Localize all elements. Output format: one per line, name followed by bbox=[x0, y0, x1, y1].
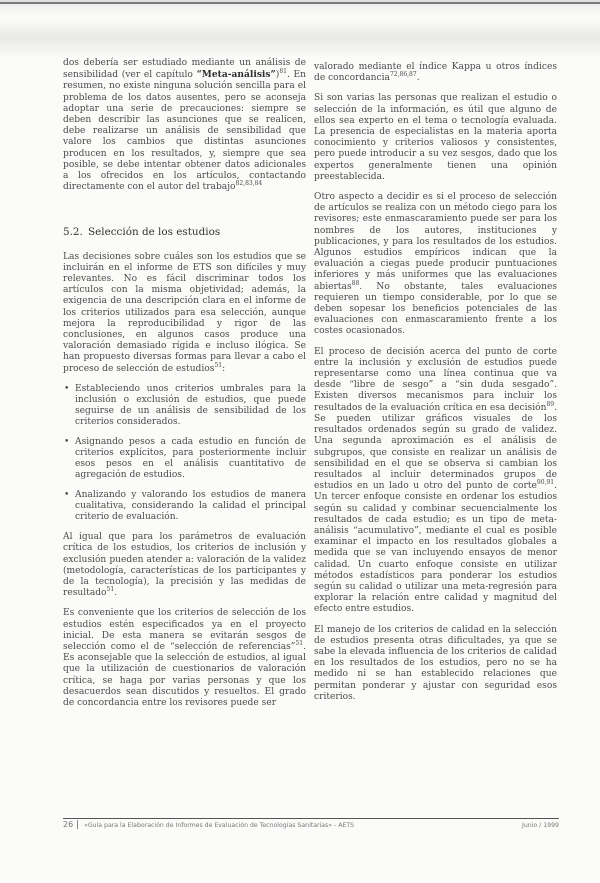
paragraph bbox=[63, 252, 306, 375]
paragraph bbox=[63, 532, 306, 599]
page-number: 26 bbox=[63, 820, 78, 829]
text: . No obstante, tales evaluaciones requieren un tiempo considerable, por lo que se deben sopesar los beneficios potenciales de las evaluaciones con enmascaramiento frente a los costes ocasionados. bbox=[314, 281, 557, 337]
page-top-edge bbox=[0, 2, 600, 4]
paragraph: Si son varias las personas que realizan el estudio o selección de la información, es útil que alguno de ellos sea experto en el tema o tecnología evaluada. La presencia de especialistas en la materia aporta conocimiento y criterios valiosos y consistentes, pero puede introducir a su vez sesgos, dado que los expertos generalmente tienen una opinión preestablecida. bbox=[314, 93, 557, 182]
text: Otro aspecto a decidir es si el proceso de selección de artículos se realiza con un método ciego para los revisores; este enmascaramiento puede ser para los nombres de los autores, instituciones y publicaciones, y para los resultados de los estudios. Algunos estudios empíricos indican que la evaluación a ciegas puede producir puntuaciones inferiores y más uniformes que las evaluaciones abiertas bbox=[314, 192, 557, 292]
text: . Es aconsejable que la selección de estudios, al igual que la utilización de cuestionarios de valoración crítica, se haga por varias personas y que los desacuerdos sean discutidos y resueltos. El grado de concordancia entre los revisores puede ser bbox=[63, 641, 306, 708]
paragraph bbox=[314, 62, 557, 84]
citation: 72,86,87 bbox=[389, 71, 417, 79]
text: dos debería ser estudiado mediante un análisis de sensibilidad (ver el capítulo bbox=[63, 58, 306, 81]
list-item-text: Estableciendo unos criterios umbrales para la inclusión o exclusión de estudios, que puede seguirse de un análisis de sensibilidad de los criterios considerados. bbox=[75, 383, 306, 428]
text: Al igual que para los parámetros de evaluación crítica de los estudios, los criterios de inclusión y exclusión pueden atender a: valoración de la validez (metodología, características de los participantes y de la tecnología), la precisión y las medidas de resultado bbox=[63, 532, 306, 599]
paragraph bbox=[314, 192, 557, 338]
citation: 51 bbox=[214, 361, 223, 369]
citation: 82,83,84 bbox=[235, 180, 263, 188]
paragraph bbox=[63, 608, 306, 709]
page-top-shadow bbox=[0, 0, 600, 58]
section-number: 5.2. bbox=[63, 226, 83, 239]
bullet-icon: • bbox=[64, 383, 70, 394]
text: ) bbox=[275, 70, 280, 81]
text: . Se pueden utilizar gráficos visuales de los resultados ordenados según su grado de validez. Una segunda aproximación es el análisis de subgrupos, que consiste en realizar un análisis de sensibilidad en el que se observa si cambian los resultados al incluir determinados grupos de estudios en un lado u otro del punto de corte bbox=[314, 402, 557, 492]
right-column bbox=[314, 62, 557, 712]
citation: 51 bbox=[295, 639, 304, 647]
footer-rule bbox=[63, 818, 559, 819]
section-title: Selección de los estudios bbox=[88, 226, 221, 239]
footer-date: Junio / 1999 bbox=[522, 822, 559, 829]
paragraph bbox=[63, 58, 306, 193]
text: El proceso de decisión acerca del punto de corte entre la inclusión y exclusión de estudios puede representarse como una línea continua que va desde “libre de sesgo” a “sin duda sesgado”. Existen diversos mecanismos para incluir los resultados de la evaluación crítica en esa decisión bbox=[314, 346, 557, 413]
text: Las decisiones sobre cuáles son los estudios que se incluirán en el informe de ETS son difíciles y muy relevantes. No es fácil discriminar todos los artículos con la misma objetividad; además, la exigencia de una descripción clara en el informe de los criterios utilizados para esa selección, aunque mejora la reproducibilidad y rigor de las conclusiones, en algunos casos produce una valoración demasiado rígida e incluso ilógica. Se han propuesto diversas formas para llevar a cabo el proceso de selección de estudios bbox=[63, 251, 306, 374]
section-heading bbox=[63, 227, 306, 238]
text: . Un tercer enfoque consiste en ordenar los estudios según su calidad y combinar secuencialmente los resultados de cada estudio; es un tipo de meta-análisis “acumulativo”, mediante el cual es posible examinar el impacto en los resultados globales a medida que se van incluyendo ensayos de menor calidad. Un cuarto enfoque consiste en utilizar métodos estadísticos para ponderar los estudios según su calidad o utilizar una meta-regresión para explorar la relación entre calidad y magnitud del efecto entre estudios. bbox=[314, 481, 557, 615]
text: . bbox=[416, 73, 420, 84]
paragraph: El manejo de los criterios de calidad en la selección de estudios presenta otras dificultades, ya que se sabe la elevada influencia de los criterios de calidad en los resultados de los estudios, pero no se ha medido ni se han establecido relaciones que permitan ponderar y ajustar con seguridad esos criterios. bbox=[314, 624, 557, 702]
bullet-icon: • bbox=[64, 436, 70, 447]
bullet-list bbox=[63, 384, 306, 523]
citation: 88 bbox=[351, 279, 360, 287]
page-footer bbox=[63, 820, 559, 829]
text: valorado mediante el índice Kappa u otros índices de concordancia bbox=[314, 62, 557, 84]
list-item-text: Asignando pesos a cada estudio en función de criterios explícitos, para posteriormente incluir esos pesos en el análisis cuantitativo de agregación de estudios. bbox=[75, 436, 306, 481]
citation: 90,91 bbox=[536, 479, 555, 487]
list-item bbox=[63, 490, 306, 524]
left-column bbox=[63, 58, 306, 718]
list-item-text: Analizando y valorando los estudios de manera cualitativa, considerando la calidad el principal criterio de evaluación. bbox=[75, 489, 306, 522]
paragraph bbox=[314, 347, 557, 616]
citation: 89 bbox=[546, 400, 555, 408]
footer-title: «Guía para la Elaboración de Informes de Evaluación de Tecnologías Sanitarias» - AETS bbox=[84, 822, 355, 829]
bullet-icon: • bbox=[64, 489, 70, 500]
text: Es conveniente que los criterios de selección de los estudios estén especificados ya en el proyecto inicial. De esta manera se evitarán sesgos de selección como el de “selección de referencias” bbox=[63, 608, 306, 652]
chapter-reference: “Meta-análisis” bbox=[196, 69, 276, 81]
text: : bbox=[222, 363, 226, 374]
list-item bbox=[63, 437, 306, 482]
list-item bbox=[63, 384, 306, 429]
text: . En resumen, no existe ninguna solución sencilla para el problema de los datos ausentes, pero se aconseja adoptar una serie de precauciones: siempre se deben describir las asunciones que se realicen, debe realizarse un análisis de sensibilidad que valore los cambios que distintas asunciones producen en los resultados, y, siempre que sea posible, se debe intentar obtener datos adicionales a los ofrecidos en los artículos, contactando directamente con el autor del trabajo bbox=[63, 70, 306, 193]
citation: 51 bbox=[106, 586, 115, 594]
text: . bbox=[114, 588, 118, 599]
citation: 81 bbox=[279, 68, 287, 76]
